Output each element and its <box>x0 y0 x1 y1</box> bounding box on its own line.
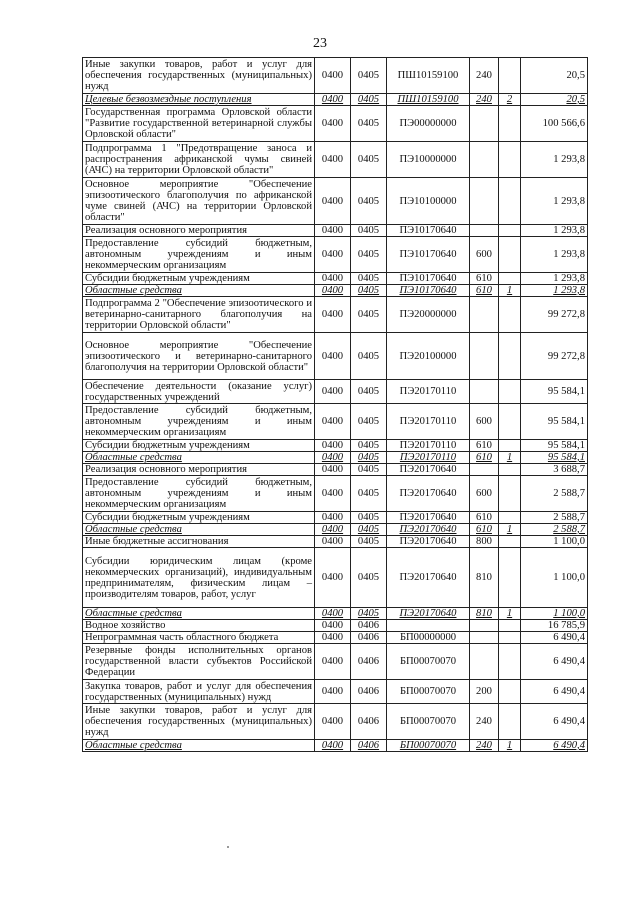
table-row <box>83 704 588 740</box>
row-name: Областные средства <box>83 608 315 620</box>
subsection-code: 0405 <box>351 106 387 142</box>
section-code: 0400 <box>315 608 351 620</box>
expense-type-code: 240 <box>470 58 499 94</box>
target-article-code: ПЭ10100000 <box>387 178 470 225</box>
row-name: Подпрограмма 2 "Обеспечение эпизоотического и ветеринарно-санитарного благополучия на территории Орловской области" <box>83 297 315 333</box>
section-code: 0400 <box>315 237 351 273</box>
row-name: Обеспечение деятельности (оказание услуг) государственных учреждений <box>83 380 315 404</box>
funding-source-code <box>499 297 521 333</box>
section-code: 0400 <box>315 620 351 632</box>
target-article-code: ПЭ20170640 <box>387 536 470 548</box>
funding-source-code <box>499 464 521 476</box>
amount: 6 490,4 <box>521 644 588 680</box>
expense-type-code: 610 <box>470 452 499 464</box>
expense-type-code: 240 <box>470 94 499 106</box>
amount: 1 293,8 <box>521 237 588 273</box>
row-name: Государственная программа Орловской области "Развитие государственной ветеринарной службы Орловской области" <box>83 106 315 142</box>
funding-source-code: 1 <box>499 452 521 464</box>
target-article-code: БП00070070 <box>387 740 470 752</box>
row-name: Непрограммная часть областного бюджета <box>83 632 315 644</box>
target-article-code: ПШ10159100 <box>387 58 470 94</box>
target-article-code <box>387 620 470 632</box>
row-name: Областные средства <box>83 285 315 297</box>
funding-source-code <box>499 536 521 548</box>
expense-type-code <box>470 464 499 476</box>
target-article-code: ПЭ20170640 <box>387 608 470 620</box>
subsection-code: 0405 <box>351 380 387 404</box>
amount: 16 785,9 <box>521 620 588 632</box>
table-row <box>83 548 588 608</box>
amount: 2 588,7 <box>521 476 588 512</box>
table-row <box>83 740 588 752</box>
section-code: 0400 <box>315 548 351 608</box>
table-row <box>83 106 588 142</box>
section-code: 0400 <box>315 476 351 512</box>
row-name: Иные бюджетные ассигнования <box>83 536 315 548</box>
expense-type-code: 610 <box>470 273 499 285</box>
funding-source-code: 1 <box>499 608 521 620</box>
row-name: Реализация основного мероприятия <box>83 464 315 476</box>
funding-source-code <box>499 225 521 237</box>
subsection-code: 0405 <box>351 285 387 297</box>
subsection-code: 0406 <box>351 740 387 752</box>
table-row <box>83 178 588 225</box>
target-article-code: ПЭ20170640 <box>387 512 470 524</box>
funding-source-code <box>499 644 521 680</box>
funding-source-code: 1 <box>499 524 521 536</box>
section-code: 0400 <box>315 297 351 333</box>
funding-source-code <box>499 237 521 273</box>
expense-type-code <box>470 632 499 644</box>
target-article-code: ПЭ20170640 <box>387 548 470 608</box>
target-article-code: ПЭ20170640 <box>387 476 470 512</box>
target-article-code: ПЭ10170640 <box>387 273 470 285</box>
subsection-code: 0406 <box>351 680 387 704</box>
subsection-code: 0405 <box>351 404 387 440</box>
section-code: 0400 <box>315 285 351 297</box>
row-name: Иные закупки товаров, работ и услуг для обеспечения государственных (муниципальных) нужд <box>83 58 315 94</box>
amount: 20,5 <box>521 94 588 106</box>
row-name: Предоставление субсидий бюджетным, автономным учреждениям и иным некоммерческим организациям <box>83 404 315 440</box>
section-code: 0400 <box>315 106 351 142</box>
table-row <box>83 464 588 476</box>
section-code: 0400 <box>315 512 351 524</box>
table-row <box>83 632 588 644</box>
funding-source-code: 1 <box>499 740 521 752</box>
amount: 95 584,1 <box>521 440 588 452</box>
expense-type-code: 800 <box>470 536 499 548</box>
funding-source-code <box>499 273 521 285</box>
row-name: Реализация основного мероприятия <box>83 225 315 237</box>
table-row <box>83 237 588 273</box>
section-code: 0400 <box>315 704 351 740</box>
target-article-code: БП00000000 <box>387 632 470 644</box>
expense-type-code <box>470 106 499 142</box>
row-name: Основное мероприятие "Обеспечение эпизоотического благополучия по африканской чуме свиней (АЧС) на территории Орловской области" <box>83 178 315 225</box>
subsection-code: 0405 <box>351 142 387 178</box>
table-row <box>83 380 588 404</box>
subsection-code: 0405 <box>351 297 387 333</box>
expense-type-code: 810 <box>470 608 499 620</box>
expense-type-code: 600 <box>470 476 499 512</box>
amount: 100 566,6 <box>521 106 588 142</box>
target-article-code: ПЭ20000000 <box>387 297 470 333</box>
funding-source-code <box>499 512 521 524</box>
subsection-code: 0406 <box>351 644 387 680</box>
subsection-code: 0406 <box>351 704 387 740</box>
amount: 95 584,1 <box>521 380 588 404</box>
row-name: Резервные фонды исполнительных органов государственной власти субъектов Российской Федерации <box>83 644 315 680</box>
amount: 6 490,4 <box>521 704 588 740</box>
funding-source-code <box>499 620 521 632</box>
subsection-code: 0405 <box>351 452 387 464</box>
row-name: Закупка товаров, работ и услуг для обеспечения государственных (муниципальных) нужд <box>83 680 315 704</box>
row-name: Основное мероприятие "Обеспечение эпизоотического и ветеринарно-санитарного благополучия на территории Орловской области" <box>83 333 315 380</box>
table-row <box>83 524 588 536</box>
target-article-code: ПЭ20100000 <box>387 333 470 380</box>
target-article-code: ПЭ20170640 <box>387 524 470 536</box>
expense-type-code <box>470 178 499 225</box>
table-row <box>83 333 588 380</box>
expense-type-code: 200 <box>470 680 499 704</box>
amount: 95 584,1 <box>521 404 588 440</box>
section-code: 0400 <box>315 464 351 476</box>
target-article-code: БП00070070 <box>387 704 470 740</box>
row-name: Водное хозяйство <box>83 620 315 632</box>
target-article-code: ПЭ20170110 <box>387 452 470 464</box>
row-name: Иные закупки товаров, работ и услуг для обеспечения государственных (муниципальных) нужд <box>83 704 315 740</box>
amount: 2 588,7 <box>521 512 588 524</box>
amount: 1 293,8 <box>521 273 588 285</box>
expense-type-code <box>470 333 499 380</box>
expense-type-code <box>470 142 499 178</box>
section-code: 0400 <box>315 404 351 440</box>
row-name: Областные средства <box>83 524 315 536</box>
table-row <box>83 476 588 512</box>
row-name: Субсидии бюджетным учреждениям <box>83 273 315 285</box>
funding-source-code: 1 <box>499 285 521 297</box>
funding-source-code <box>499 142 521 178</box>
amount: 1 100,0 <box>521 608 588 620</box>
amount: 2 588,7 <box>521 524 588 536</box>
target-article-code: ПШ10159100 <box>387 94 470 106</box>
amount: 6 490,4 <box>521 632 588 644</box>
section-code: 0400 <box>315 142 351 178</box>
expense-type-code: 610 <box>470 524 499 536</box>
section-code: 0400 <box>315 740 351 752</box>
amount: 6 490,4 <box>521 740 588 752</box>
target-article-code: ПЭ20170640 <box>387 464 470 476</box>
row-name: Предоставление субсидий бюджетным, автономным учреждениям и иным некоммерческим организациям <box>83 476 315 512</box>
table-row <box>83 440 588 452</box>
funding-source-code <box>499 440 521 452</box>
section-code: 0400 <box>315 333 351 380</box>
expense-type-code: 600 <box>470 237 499 273</box>
funding-source-code <box>499 404 521 440</box>
subsection-code: 0405 <box>351 476 387 512</box>
table-row <box>83 452 588 464</box>
table-row <box>83 608 588 620</box>
amount: 1 293,8 <box>521 285 588 297</box>
amount: 1 100,0 <box>521 536 588 548</box>
expense-type-code <box>470 380 499 404</box>
amount: 95 584,1 <box>521 452 588 464</box>
amount: 3 688,7 <box>521 464 588 476</box>
subsection-code: 0405 <box>351 440 387 452</box>
expense-type-code: 240 <box>470 740 499 752</box>
section-code: 0400 <box>315 524 351 536</box>
subsection-code: 0405 <box>351 225 387 237</box>
funding-source-code <box>499 106 521 142</box>
section-code: 0400 <box>315 440 351 452</box>
expense-type-code <box>470 620 499 632</box>
table-row <box>83 536 588 548</box>
target-article-code: ПЭ20170110 <box>387 404 470 440</box>
budget-table <box>82 57 588 752</box>
section-code: 0400 <box>315 58 351 94</box>
target-article-code: ПЭ20170110 <box>387 440 470 452</box>
subsection-code: 0405 <box>351 94 387 106</box>
amount: 1 293,8 <box>521 225 588 237</box>
funding-source-code <box>499 476 521 512</box>
row-name: Предоставление субсидий бюджетным, автономным учреждениям и иным некоммерческим организациям <box>83 237 315 273</box>
subsection-code: 0405 <box>351 548 387 608</box>
expense-type-code <box>470 225 499 237</box>
section-code: 0400 <box>315 452 351 464</box>
expense-type-code <box>470 297 499 333</box>
expense-type-code <box>470 644 499 680</box>
target-article-code: ПЭ10170640 <box>387 285 470 297</box>
subsection-code: 0406 <box>351 632 387 644</box>
section-code: 0400 <box>315 380 351 404</box>
subsection-code: 0405 <box>351 58 387 94</box>
expense-type-code: 610 <box>470 440 499 452</box>
row-name: Субсидии бюджетным учреждениям <box>83 512 315 524</box>
subsection-code: 0405 <box>351 178 387 225</box>
funding-source-code <box>499 632 521 644</box>
row-name: Субсидии бюджетным учреждениям <box>83 440 315 452</box>
subsection-code: 0405 <box>351 512 387 524</box>
expense-type-code: 600 <box>470 404 499 440</box>
amount: 1 293,8 <box>521 178 588 225</box>
table-row <box>83 297 588 333</box>
section-code: 0400 <box>315 225 351 237</box>
funding-source-code <box>499 58 521 94</box>
table-row <box>83 273 588 285</box>
page-number: 23 <box>313 36 327 51</box>
amount: 20,5 <box>521 58 588 94</box>
target-article-code: ПЭ00000000 <box>387 106 470 142</box>
expense-type-code: 240 <box>470 704 499 740</box>
section-code: 0400 <box>315 644 351 680</box>
amount: 99 272,8 <box>521 297 588 333</box>
row-name: Областные средства <box>83 740 315 752</box>
table-row <box>83 404 588 440</box>
amount: 6 490,4 <box>521 680 588 704</box>
amount: 99 272,8 <box>521 333 588 380</box>
amount: 1 100,0 <box>521 548 588 608</box>
funding-source-code <box>499 680 521 704</box>
table-row <box>83 620 588 632</box>
subsection-code: 0405 <box>351 536 387 548</box>
target-article-code: ПЭ10170640 <box>387 225 470 237</box>
row-name: Областные средства <box>83 452 315 464</box>
funding-source-code <box>499 548 521 608</box>
row-name: Субсидии юридическим лицам (кроме некоммерческих организаций), индивидуальным предпринимателям, физическим лицам – производителям товаров, работ, услуг <box>83 548 315 608</box>
table-row <box>83 680 588 704</box>
scan-speck <box>227 846 229 848</box>
funding-source-code <box>499 333 521 380</box>
subsection-code: 0405 <box>351 333 387 380</box>
row-name: Целевые безвозмездные поступления <box>83 94 315 106</box>
section-code: 0400 <box>315 536 351 548</box>
expense-type-code: 610 <box>470 285 499 297</box>
target-article-code: ПЭ10000000 <box>387 142 470 178</box>
funding-source-code: 2 <box>499 94 521 106</box>
expense-type-code: 810 <box>470 548 499 608</box>
target-article-code: ПЭ10170640 <box>387 237 470 273</box>
table-row <box>83 285 588 297</box>
subsection-code: 0405 <box>351 237 387 273</box>
section-code: 0400 <box>315 273 351 285</box>
section-code: 0400 <box>315 632 351 644</box>
table-row <box>83 94 588 106</box>
funding-source-code <box>499 380 521 404</box>
subsection-code: 0405 <box>351 524 387 536</box>
section-code: 0400 <box>315 680 351 704</box>
target-article-code: ПЭ20170110 <box>387 380 470 404</box>
subsection-code: 0405 <box>351 464 387 476</box>
table-row <box>83 225 588 237</box>
funding-source-code <box>499 704 521 740</box>
amount: 1 293,8 <box>521 142 588 178</box>
target-article-code: БП00070070 <box>387 680 470 704</box>
table-row <box>83 644 588 680</box>
section-code: 0400 <box>315 94 351 106</box>
table-row <box>83 512 588 524</box>
subsection-code: 0406 <box>351 620 387 632</box>
funding-source-code <box>499 178 521 225</box>
table-row <box>83 58 588 94</box>
row-name: Подпрограмма 1 "Предотвращение заноса и распространения африканской чумы свиней (АЧС) на территории Орловской области" <box>83 142 315 178</box>
subsection-code: 0405 <box>351 273 387 285</box>
expense-type-code: 610 <box>470 512 499 524</box>
table-row <box>83 142 588 178</box>
target-article-code: БП00070070 <box>387 644 470 680</box>
section-code: 0400 <box>315 178 351 225</box>
subsection-code: 0405 <box>351 608 387 620</box>
